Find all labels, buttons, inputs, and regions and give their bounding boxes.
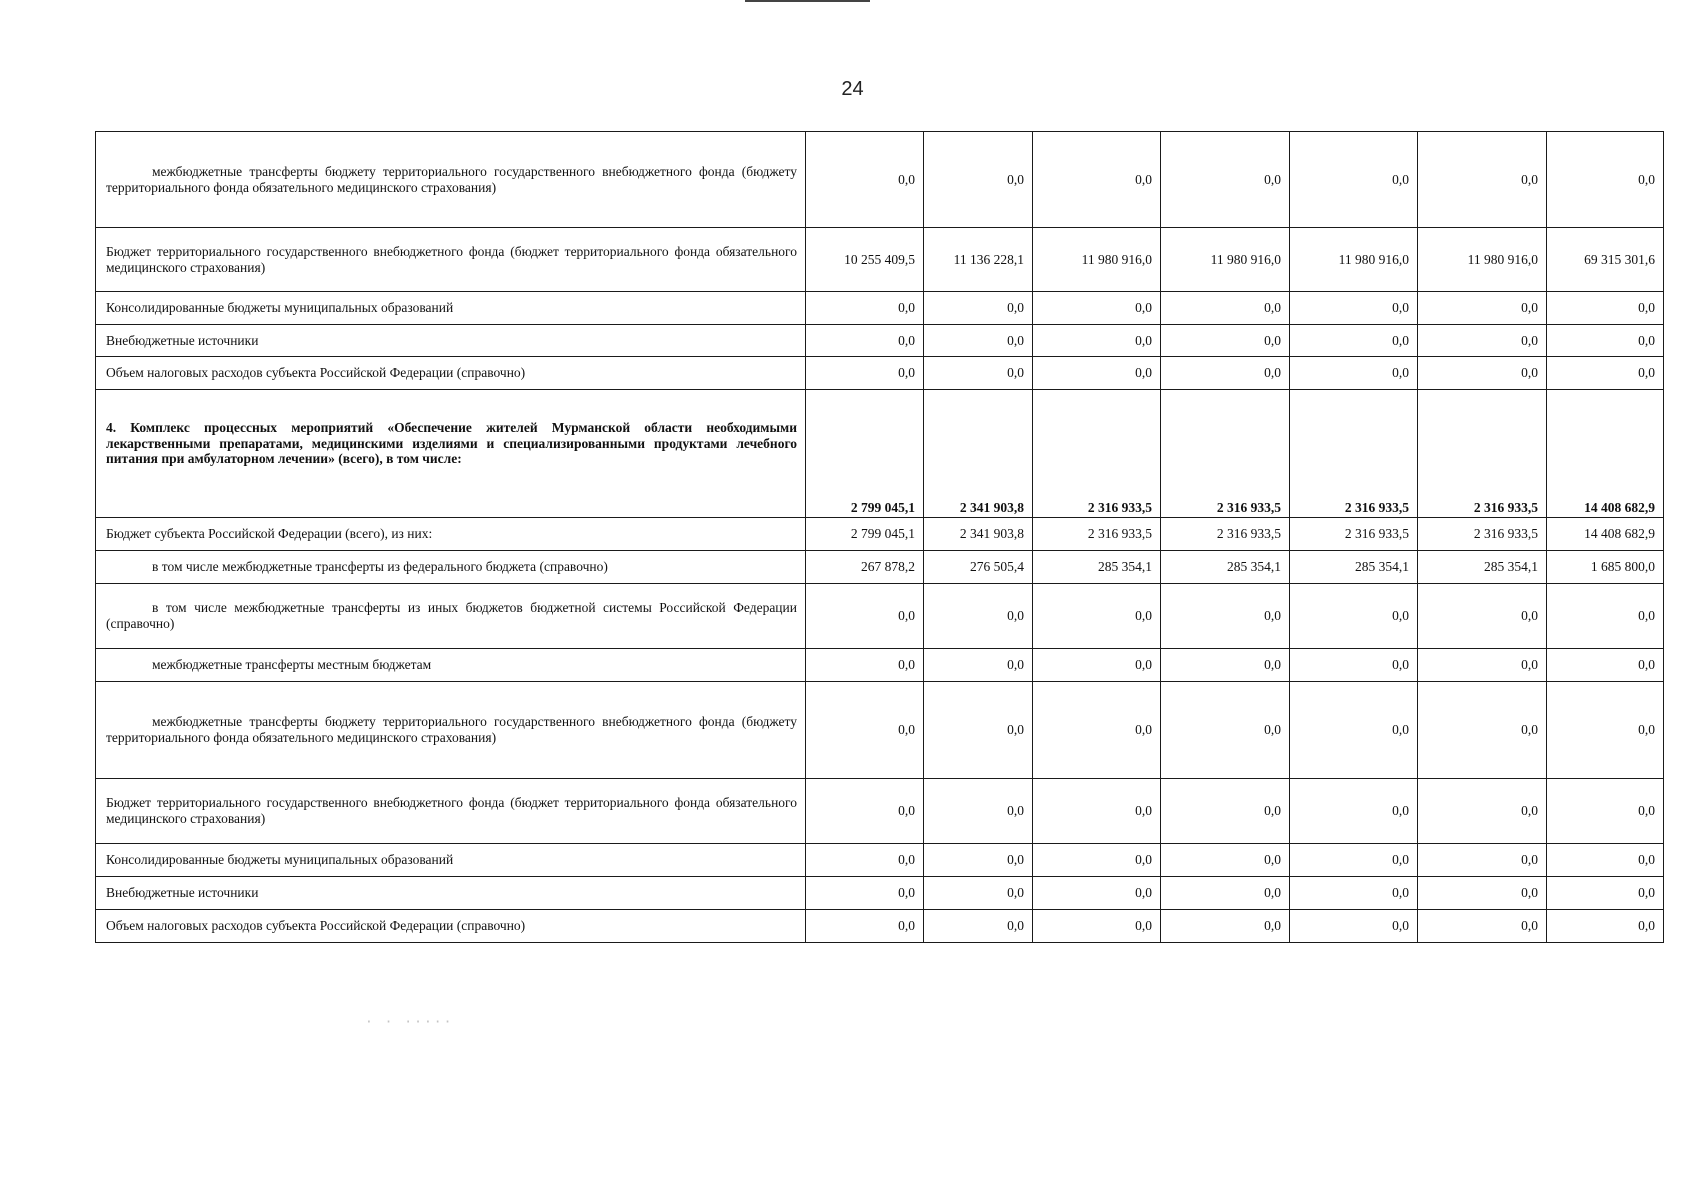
table-row — [96, 649, 1664, 682]
row-label: межбюджетные трансферты местным бюджетам — [96, 649, 806, 682]
value-cell: 0,0 — [1161, 682, 1290, 779]
value-cell: 0,0 — [924, 877, 1033, 910]
value-cell: 0,0 — [1290, 844, 1418, 877]
value-cell: 0,0 — [1418, 584, 1547, 649]
value-cell: 0,0 — [1161, 779, 1290, 844]
value-cell: 2 316 933,5 — [1033, 518, 1161, 551]
value-cell: 0,0 — [1033, 649, 1161, 682]
row-label: межбюджетные трансферты бюджету территориального государственного внебюджетного фонда (бюджету территориального фонда обязательного медицинского страхования) — [96, 132, 806, 228]
value-cell: 267 878,2 — [806, 551, 924, 584]
row-label: 4. Комплекс процессных мероприятий «Обеспечение жителей Мурманской области необходимыми лекарственными препаратами, медицинскими изделиями и специализированными продуктами лечебного питания при амбулаторном лечении» (всего), в том числе: — [96, 390, 806, 518]
value-cell: 0,0 — [924, 584, 1033, 649]
value-cell: 0,0 — [1033, 910, 1161, 943]
value-cell: 0,0 — [806, 910, 924, 943]
value-cell: 0,0 — [1547, 877, 1664, 910]
table-row — [96, 551, 1664, 584]
value-cell: 285 354,1 — [1418, 551, 1547, 584]
value-cell: 2 316 933,5 — [1033, 390, 1161, 518]
value-cell: 0,0 — [1290, 357, 1418, 390]
table-row — [96, 325, 1664, 357]
value-cell: 0,0 — [1290, 779, 1418, 844]
value-cell: 0,0 — [1418, 844, 1547, 877]
table-row — [96, 877, 1664, 910]
value-cell: 0,0 — [924, 910, 1033, 943]
value-cell: 0,0 — [1161, 877, 1290, 910]
page-number: 24 — [841, 78, 864, 100]
value-cell: 0,0 — [924, 292, 1033, 325]
value-cell: 0,0 — [1290, 292, 1418, 325]
row-label: Внебюджетные источники — [96, 325, 806, 357]
value-cell: 0,0 — [1161, 649, 1290, 682]
value-cell: 0,0 — [1290, 325, 1418, 357]
faint-stamp-text: · · ····· — [365, 1015, 454, 1030]
table-row — [96, 844, 1664, 877]
value-cell: 10 255 409,5 — [806, 228, 924, 292]
table-row — [96, 357, 1664, 390]
value-cell: 0,0 — [1418, 910, 1547, 943]
value-cell: 0,0 — [924, 844, 1033, 877]
value-cell: 0,0 — [806, 292, 924, 325]
value-cell: 0,0 — [924, 682, 1033, 779]
value-cell: 0,0 — [1547, 325, 1664, 357]
value-cell: 0,0 — [1033, 132, 1161, 228]
table-row — [96, 779, 1664, 844]
value-cell: 14 408 682,9 — [1547, 518, 1664, 551]
value-cell: 0,0 — [806, 132, 924, 228]
value-cell: 0,0 — [1033, 779, 1161, 844]
value-cell: 0,0 — [1290, 682, 1418, 779]
top-edge-mark — [745, 0, 870, 2]
value-cell: 2 799 045,1 — [806, 518, 924, 551]
value-cell: 0,0 — [1418, 682, 1547, 779]
value-cell: 0,0 — [1547, 779, 1664, 844]
value-cell: 0,0 — [806, 844, 924, 877]
value-cell: 11 980 916,0 — [1290, 228, 1418, 292]
value-cell: 2 341 903,8 — [924, 518, 1033, 551]
table-row — [96, 132, 1664, 228]
value-cell: 0,0 — [806, 357, 924, 390]
budget-table — [95, 131, 1664, 943]
table-row — [96, 682, 1664, 779]
value-cell: 0,0 — [1418, 649, 1547, 682]
value-cell: 11 980 916,0 — [1418, 228, 1547, 292]
value-cell: 0,0 — [806, 779, 924, 844]
table-row — [96, 292, 1664, 325]
value-cell: 0,0 — [806, 649, 924, 682]
row-label: в том числе межбюджетные трансферты из иных бюджетов бюджетной системы Российской Федерации (справочно) — [96, 584, 806, 649]
value-cell: 0,0 — [924, 357, 1033, 390]
value-cell: 0,0 — [924, 779, 1033, 844]
table-row — [96, 390, 1664, 518]
value-cell: 0,0 — [924, 649, 1033, 682]
value-cell: 0,0 — [1290, 877, 1418, 910]
value-cell: 11 136 228,1 — [924, 228, 1033, 292]
value-cell: 0,0 — [1033, 325, 1161, 357]
value-cell: 0,0 — [1033, 584, 1161, 649]
value-cell: 285 354,1 — [1290, 551, 1418, 584]
value-cell: 0,0 — [1547, 132, 1664, 228]
value-cell: 2 341 903,8 — [924, 390, 1033, 518]
row-label: Объем налоговых расходов субъекта Российской Федерации (справочно) — [96, 910, 806, 943]
value-cell: 2 316 933,5 — [1161, 518, 1290, 551]
value-cell: 0,0 — [806, 584, 924, 649]
value-cell: 0,0 — [1418, 779, 1547, 844]
value-cell: 0,0 — [1547, 292, 1664, 325]
value-cell: 0,0 — [1547, 584, 1664, 649]
value-cell: 2 316 933,5 — [1161, 390, 1290, 518]
value-cell: 0,0 — [1547, 357, 1664, 390]
value-cell: 0,0 — [806, 682, 924, 779]
value-cell: 0,0 — [1290, 649, 1418, 682]
value-cell: 11 980 916,0 — [1161, 228, 1290, 292]
value-cell: 1 685 800,0 — [1547, 551, 1664, 584]
value-cell: 0,0 — [1547, 682, 1664, 779]
value-cell: 2 316 933,5 — [1418, 518, 1547, 551]
value-cell: 0,0 — [1161, 357, 1290, 390]
value-cell: 0,0 — [1033, 357, 1161, 390]
row-label: Объем налоговых расходов субъекта Российской Федерации (справочно) — [96, 357, 806, 390]
value-cell: 0,0 — [1290, 132, 1418, 228]
value-cell: 0,0 — [1033, 877, 1161, 910]
row-label: межбюджетные трансферты бюджету территориального государственного внебюджетного фонда (бюджету территориального фонда обязательного медицинского страхования) — [96, 682, 806, 779]
value-cell: 2 316 933,5 — [1290, 518, 1418, 551]
value-cell: 276 505,4 — [924, 551, 1033, 584]
value-cell: 0,0 — [1418, 132, 1547, 228]
row-label: Бюджет территориального государственного внебюджетного фонда (бюджет территориального фонда обязательного медицинского страхования) — [96, 779, 806, 844]
value-cell: 69 315 301,6 — [1547, 228, 1664, 292]
value-cell: 0,0 — [1033, 844, 1161, 877]
value-cell: 0,0 — [806, 877, 924, 910]
table-row — [96, 228, 1664, 292]
value-cell: 11 980 916,0 — [1033, 228, 1161, 292]
value-cell: 0,0 — [1547, 844, 1664, 877]
value-cell: 0,0 — [806, 325, 924, 357]
value-cell: 0,0 — [924, 325, 1033, 357]
value-cell: 0,0 — [1418, 877, 1547, 910]
value-cell: 0,0 — [1161, 844, 1290, 877]
value-cell: 0,0 — [924, 132, 1033, 228]
value-cell: 0,0 — [1418, 325, 1547, 357]
row-label: Консолидированные бюджеты муниципальных образований — [96, 844, 806, 877]
row-label: в том числе межбюджетные трансферты из федерального бюджета (справочно) — [96, 551, 806, 584]
row-label: Внебюджетные источники — [96, 877, 806, 910]
row-label: Бюджет территориального государственного внебюджетного фонда (бюджет территориального фонда обязательного медицинского страхования) — [96, 228, 806, 292]
value-cell: 0,0 — [1161, 325, 1290, 357]
value-cell: 0,0 — [1161, 292, 1290, 325]
value-cell: 0,0 — [1161, 910, 1290, 943]
value-cell: 0,0 — [1418, 357, 1547, 390]
value-cell: 2 316 933,5 — [1290, 390, 1418, 518]
value-cell: 0,0 — [1161, 584, 1290, 649]
value-cell: 0,0 — [1161, 132, 1290, 228]
table-row — [96, 584, 1664, 649]
row-label: Бюджет субъекта Российской Федерации (всего), из них: — [96, 518, 806, 551]
value-cell: 0,0 — [1547, 910, 1664, 943]
value-cell: 0,0 — [1290, 910, 1418, 943]
table-body — [96, 132, 1664, 943]
value-cell: 2 799 045,1 — [806, 390, 924, 518]
value-cell: 0,0 — [1290, 584, 1418, 649]
value-cell: 0,0 — [1033, 682, 1161, 779]
value-cell: 0,0 — [1418, 292, 1547, 325]
value-cell: 0,0 — [1033, 292, 1161, 325]
table-row — [96, 910, 1664, 943]
table-row — [96, 518, 1664, 551]
row-label: Консолидированные бюджеты муниципальных образований — [96, 292, 806, 325]
value-cell: 2 316 933,5 — [1418, 390, 1547, 518]
value-cell: 285 354,1 — [1033, 551, 1161, 584]
value-cell: 0,0 — [1547, 649, 1664, 682]
value-cell: 285 354,1 — [1161, 551, 1290, 584]
value-cell: 14 408 682,9 — [1547, 390, 1664, 518]
